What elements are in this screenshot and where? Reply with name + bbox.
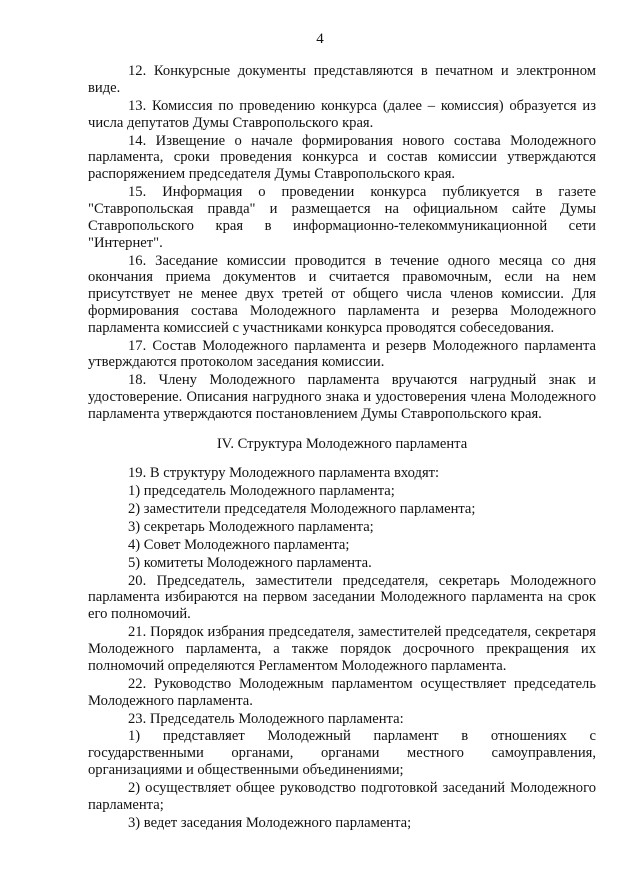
paragraph-23: 23. Председатель Молодежного парламента: <box>128 710 404 727</box>
paragraph-12: 12. Конкурсные документы представляются в печатном и электронном виде. <box>88 63 596 96</box>
list-item: 3) ведет заседания Молодежного парламента; <box>128 814 412 831</box>
paragraph-15: 15. Информация о проведении конкурса публикуется в газете "Ставропольская правда" и размещается на официальном сайте Думы Ставропольского края в информационно-телекоммуникационной сети "Интернет". <box>88 184 596 251</box>
paragraph-19: 19. В структуру Молодежного парламента входят: <box>128 464 440 481</box>
paragraph-14: 14. Извещение о начале формирования нового состава Молодежного парламента, сроки проведения конкурса и состав комиссии утверждаются распоряжением председателя Думы Ставропольского края. <box>88 132 596 183</box>
paragraph-21: 21. Порядок избрания председателя, заместителей председателя, секретаря Молодежного парламента, а также порядок досрочного прекращения их полномочий определяются Регламентом Молодежного парламента. <box>88 624 596 674</box>
list-item: 1) председатель Молодежного парламента; <box>128 482 395 499</box>
list-item: 1) представляет Молодежный парламент в отношениях с государственными органами, органами местного самоуправления, организациями и общественными объединениями; <box>88 728 596 779</box>
section-heading: IV. Структура Молодежного парламента <box>216 435 468 452</box>
paragraph-16: 16. Заседание комиссии проводится в течение одного месяца со дня окончания приема документов и считается правомочным, если на нем присутствует не менее двух третей от общего числа членов комиссии. Для формирования состава Молодежного парламента и резерва Молодежного парламента комиссией с участниками конкурса проводятся собеседования. <box>88 252 596 336</box>
list-item: 4) Совет Молодежного парламента; <box>128 536 350 553</box>
list-item: 2) заместители председателя Молодежного парламента; <box>128 500 476 517</box>
paragraph-20: 20. Председатель, заместители председателя, секретарь Молодежного парламента избираются на первом заседании Молодежного парламента на срок его полномочий. <box>88 572 596 623</box>
paragraph-13: 13. Комиссия по проведению конкурса (далее – комиссия) образуется из числа депутатов Думы Ставропольского края. <box>88 97 596 131</box>
list-item: 2) осуществляет общее руководство подготовкой заседаний Молодежного парламента; <box>88 780 596 813</box>
page-number: 4 <box>316 31 324 47</box>
paragraph-18: 18. Члену Молодежного парламента вручаются нагрудный знак и удостоверение. Описания нагрудного знака и удостоверения члена Молодежного парламента утверждаются постановлением Думы Ставропольского края. <box>88 372 596 423</box>
list-item: 5) комитеты Молодежного парламента. <box>128 554 372 571</box>
paragraph-17: 17. Состав Молодежного парламента и резерв Молодежного парламента утверждаются протоколом заседания комиссии. <box>88 337 596 371</box>
paragraph-22: 22. Руководство Молодежным парламентом осуществляет председатель Молодежного парламента. <box>88 675 596 709</box>
list-item: 3) секретарь Молодежного парламента; <box>128 518 374 535</box>
document-body <box>88 63 596 833</box>
